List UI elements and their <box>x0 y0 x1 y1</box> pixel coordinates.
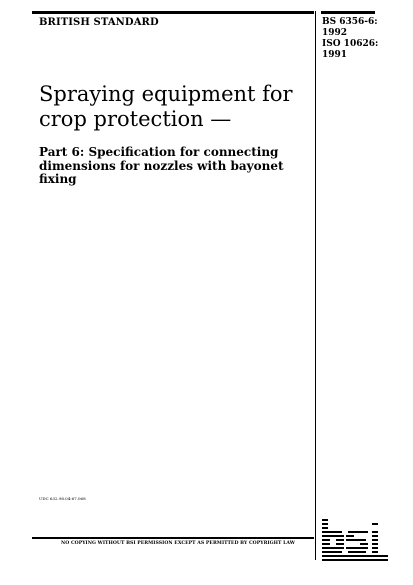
top-rule <box>32 11 314 14</box>
copyright-notice: NO COPYING WITHOUT BSI PERMISSION EXCEPT AS PERMITTED BY COPYRIGHT LAW <box>61 541 295 546</box>
standard-id-line: BS 6356-6: <box>322 17 378 27</box>
standard-id-line: ISO 10626: <box>322 39 379 49</box>
standard-id-line: 1992 <box>322 28 348 38</box>
bottom-rule <box>32 537 314 539</box>
publisher-label: BRITISH STANDARD <box>39 17 159 28</box>
standard-id-line: 1991 <box>322 50 348 60</box>
standard-identifiers <box>322 17 378 61</box>
document-title: Spraying equipment for crop protection — <box>39 82 293 131</box>
document-part-title: Part 6: Specification for connecting dimensions for nozzles with bayonet fixing <box>39 145 284 186</box>
bsi-logo-icon <box>320 519 391 563</box>
top-rule-right <box>321 11 375 14</box>
udc-reference: UDC 632.98.04:67.068 <box>39 496 86 501</box>
vertical-rule <box>315 11 316 560</box>
